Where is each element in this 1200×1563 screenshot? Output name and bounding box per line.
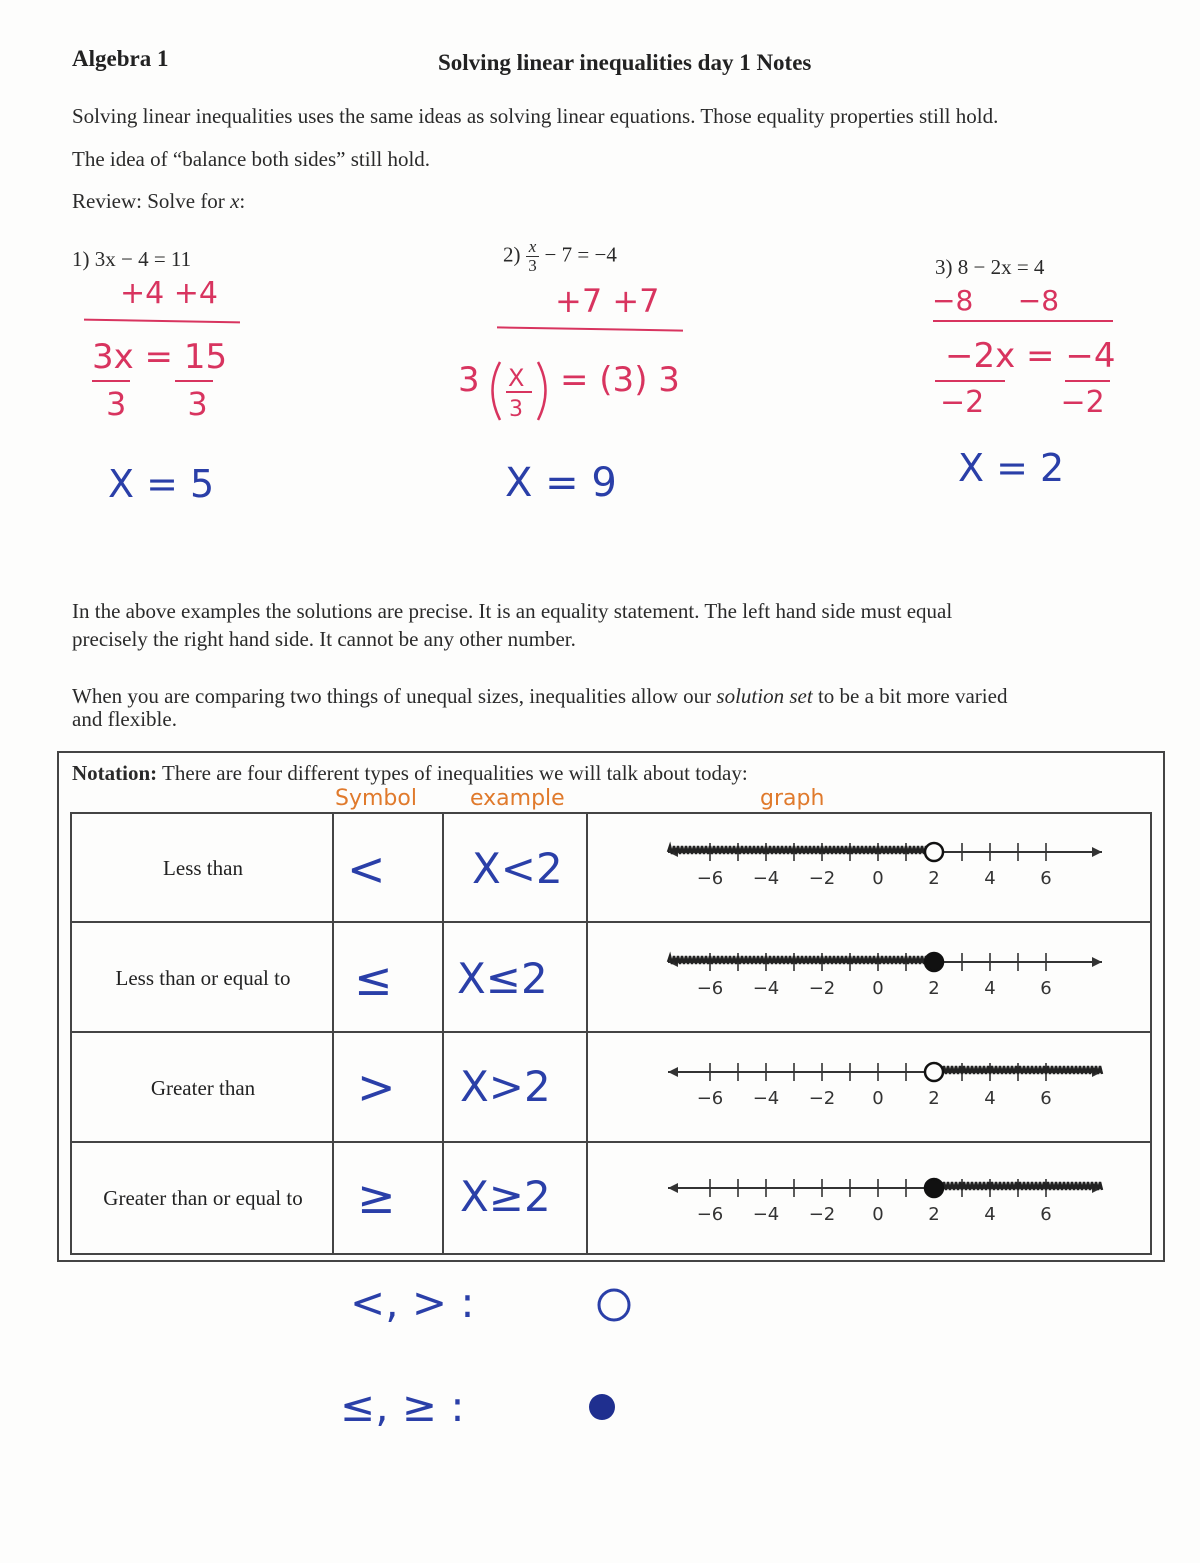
course-name: Algebra 1	[72, 46, 169, 71]
tick-label: 6	[1040, 978, 1052, 999]
row-less-equal-example: X≤2	[457, 954, 548, 1003]
number-line-greater-than	[652, 1052, 1112, 1122]
number-line-greater-equal	[652, 1168, 1112, 1238]
problem-2-step-add: +7 +7	[555, 282, 660, 320]
problem-2-rule	[497, 326, 683, 331]
open-endpoint	[925, 843, 943, 861]
problem-1-rule	[84, 319, 240, 324]
problem-1-step-add: +4 +4	[120, 276, 218, 311]
tick-label: 0	[872, 1088, 884, 1109]
row-greater-equal-name: Greater than or equal to	[103, 1186, 303, 1210]
column-header-symbol: Symbol	[335, 786, 417, 811]
tick-label: 0	[872, 868, 884, 889]
tick-label: −6	[696, 1088, 724, 1109]
open-circle-icon	[590, 1282, 640, 1332]
row-less-equal-name: Less than or equal to	[115, 966, 291, 990]
tick-label: −2	[808, 1204, 836, 1225]
axis-arrow	[1092, 847, 1102, 857]
tick-label: 6	[1040, 868, 1052, 889]
axis-arrow	[668, 1183, 678, 1193]
problem-3-equation: 3) 8 − 2x = 4	[935, 255, 1045, 279]
problem-1-step-denominators: 3 3	[106, 385, 208, 423]
equality-paragraph-line-1: In the above examples the solutions are precise. It is an equality statement. The left hand side must equal	[72, 599, 953, 623]
open-circle-rule: <, > :	[350, 1278, 475, 1327]
problem-1-frac-bar-right	[175, 380, 213, 382]
tick-label: −6	[696, 978, 724, 999]
table-divider	[72, 1141, 1150, 1143]
axis-arrow	[668, 1067, 678, 1077]
problem-1-frac-bar-left	[92, 380, 130, 382]
closed-endpoint	[925, 1179, 943, 1197]
tick-label: −4	[752, 1088, 780, 1109]
row-less-equal-symbol: ≤	[354, 952, 393, 1006]
problem-2-step-multiply: = (3) 3	[560, 360, 680, 400]
inequality-paragraph-line-2: and flexible.	[72, 707, 177, 731]
closed-endpoint	[925, 953, 943, 971]
page-title: Solving linear inequalities day 1 Notes	[438, 50, 812, 75]
tick-label: 6	[1040, 1204, 1052, 1225]
column-header-example: example	[470, 786, 565, 811]
problem-3-rule	[933, 320, 1113, 322]
number-line-less-than	[652, 832, 1112, 902]
tick-label: −4	[752, 868, 780, 889]
closed-circle-rule: ≤, ≥ :	[340, 1382, 465, 1431]
tick-label: 4	[984, 868, 996, 889]
intro-line-1: Solving linear inequalities uses the same ideas as solving linear equations. Those equality properties still hold.	[72, 104, 999, 128]
tick-label: −2	[808, 978, 836, 999]
table-divider	[72, 921, 1150, 923]
problem-3-step-denominators: −2 −2	[940, 385, 1105, 420]
tick-label: 2	[928, 868, 940, 889]
equality-paragraph-line-2: precisely the right hand side. It cannot be any other number.	[72, 627, 576, 651]
problem-3-frac-bar-right	[1065, 380, 1110, 382]
tick-label: −4	[752, 1204, 780, 1225]
table-divider	[72, 1031, 1150, 1033]
tick-label: 2	[928, 1204, 940, 1225]
tick-label: 4	[984, 1088, 996, 1109]
problem-2-multiplier: 3	[458, 360, 480, 400]
problem-2-equation: 2) $\frac{x}{3}$ − 7 = −4	[503, 237, 617, 275]
problem-3-answer: X = 2	[958, 446, 1065, 490]
row-greater-than-symbol: >	[357, 1060, 396, 1114]
tick-label: 2	[928, 1088, 940, 1109]
problem-2-fraction-paren	[480, 352, 560, 432]
tick-label: 6	[1040, 1088, 1052, 1109]
axis-arrow	[1092, 957, 1102, 967]
closed-circle-icon	[580, 1385, 630, 1435]
open-endpoint	[925, 1063, 943, 1081]
number-line-less-equal	[652, 942, 1112, 1012]
row-greater-equal-symbol: ≥	[357, 1170, 396, 1224]
tick-label: −2	[808, 1088, 836, 1109]
intro-line-2: The idea of “balance both sides” still hold.	[72, 147, 431, 171]
row-less-than-example: X<2	[472, 844, 563, 893]
tick-label: −4	[752, 978, 780, 999]
svg-text:3: 3	[509, 397, 523, 422]
problem-1-equation: 1) 3x − 4 = 11	[72, 247, 192, 271]
problem-3-frac-bar-left	[935, 380, 1005, 382]
tick-label: −2	[808, 868, 836, 889]
tick-label: −6	[696, 868, 724, 889]
problem-2-answer: X = 9	[505, 460, 617, 506]
tick-label: 0	[872, 1204, 884, 1225]
review-prompt: Review: Solve for x:	[72, 189, 246, 213]
svg-text:X: X	[508, 364, 525, 392]
table-divider	[586, 814, 588, 1253]
notation-heading: Notation: There are four different types of inequalities we will talk about today:	[72, 761, 748, 785]
table-divider	[442, 814, 444, 1253]
row-greater-than-example: X>2	[460, 1062, 551, 1111]
row-greater-equal-example: X≥2	[460, 1172, 551, 1221]
row-greater-than-name: Greater than	[150, 1076, 256, 1100]
tick-label: 4	[984, 1204, 996, 1225]
problem-3-step-subtract: −8 −8	[932, 284, 1060, 317]
problem-1-answer: X = 5	[108, 462, 215, 506]
tick-label: 0	[872, 978, 884, 999]
column-header-graph: graph	[760, 786, 825, 811]
tick-label: 2	[928, 978, 940, 999]
inequality-paragraph-line-1: When you are comparing two things of unequal sizes, inequalities allow our solution set to be a bit more varied	[72, 684, 1008, 708]
row-less-than-name: Less than	[163, 856, 243, 880]
inequality-table	[70, 812, 1152, 1255]
tick-label: 4	[984, 978, 996, 999]
problem-3-step-divide: −2x = −4	[945, 336, 1116, 376]
tick-label: −6	[696, 1204, 724, 1225]
problem-1-step-divide: 3x = 15	[92, 337, 228, 377]
row-less-than-symbol: <	[347, 842, 386, 896]
